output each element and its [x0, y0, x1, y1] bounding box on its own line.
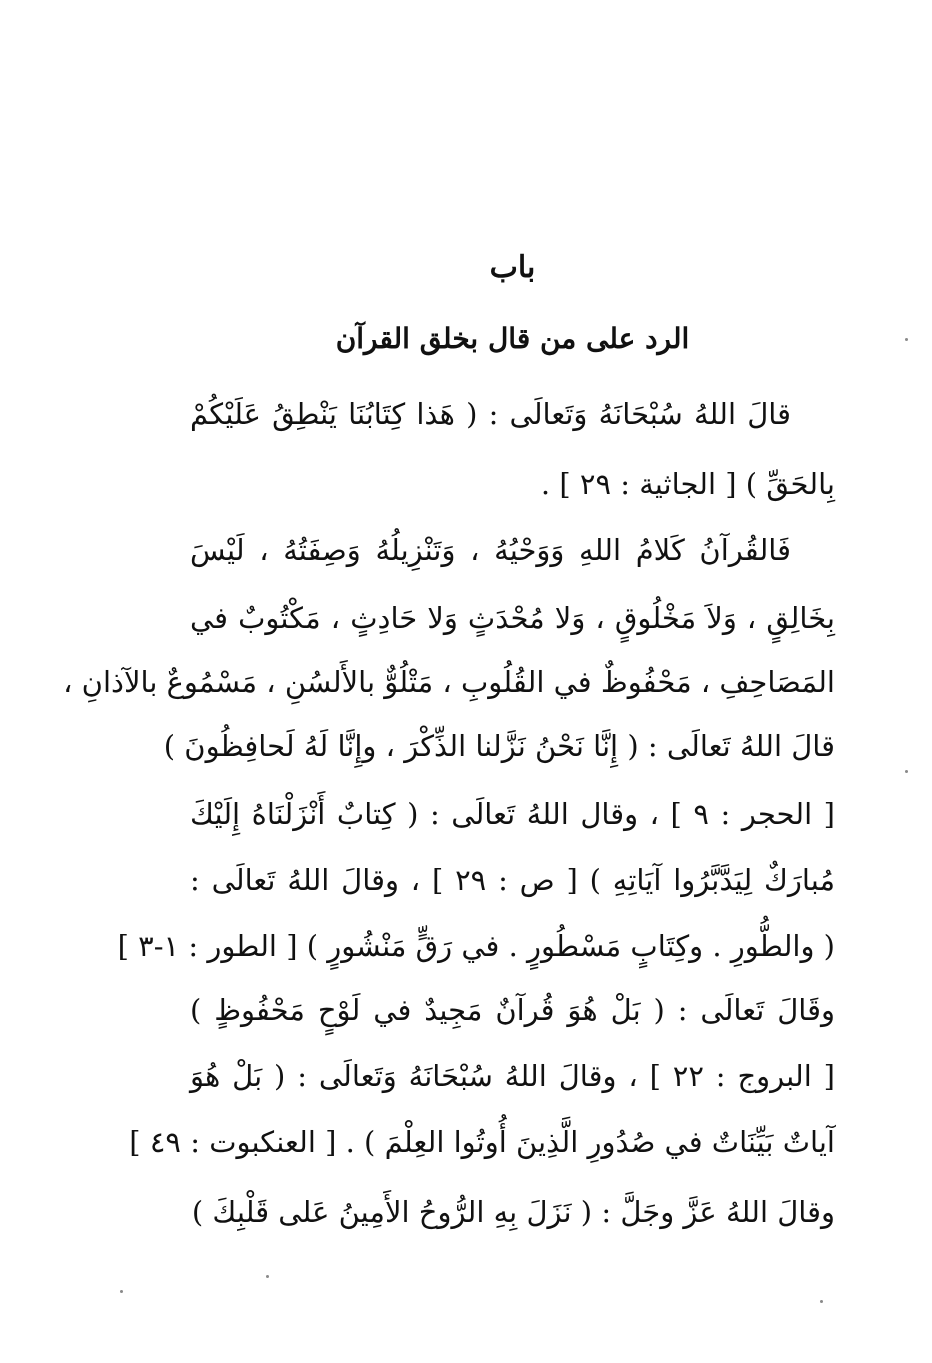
text-line-1: قالَ اللهُ سُبْحَانَهُ وَتَعالَى : ( هَذا كِتَابُنَا يَنْطِقُ عَلَيْكُمْ — [190, 397, 791, 431]
text-line-8: مُبارَكٌ لِيَدَّبَّرُوا آيَاتِهِ ) [ ص : ٢٩ ] ، وقالَ اللهُ تَعالَى : — [190, 863, 835, 897]
text-line-7: [ الحجر : ٩ ] ، وقال اللهُ تَعالَى : ( كِتابٌ أَنْزَلْنَاهُ إِلَيْكَ — [190, 797, 836, 831]
scan-speck — [120, 1290, 123, 1293]
text-line-4: بِخَالِقٍ ، وَلاَ مَخْلُوقٍ ، وَلا مُحْدَثٍ وَلا حَادِثٍ ، مَكْتُوبٌ في — [190, 601, 835, 635]
text-line-3: فَالقُرآنُ كَلامُ اللهِ وَوَحْيُهُ ، وَتَنْزِيلُهُ وَصِفَتُهُ ، لَيْسَ — [190, 533, 791, 567]
text-line-2: بِالحَقِّ ) [ الجاثية : ٢٩ ] . — [540, 467, 835, 501]
text-line-9: ( والطُّورِ . وكِتَابٍ مَسْطُورٍ . في رَقٍّ مَنْشُورٍ ) [ الطور : ١-٣ ] — [117, 929, 835, 963]
text-line-5: المَصَاحِفِ ، مَحْفُوظٌ في القُلُوبِ ، مَتْلُوٌّ بالأَلسُنِ ، مَسْمُوعٌ بالآذانِ ، — [63, 665, 835, 699]
scan-speck — [266, 1275, 269, 1278]
text-line-13: وقالَ اللهُ عَزَّ وجَلَّ : ( نَزَلَ بِهِ الرُّوحُ الأَمِينُ عَلى قَلْبِكَ ) — [191, 1195, 835, 1229]
text-line-11: [ البروج : ٢٢ ] ، وقالَ اللهُ سُبْحَانَهُ وَتَعالَى : ( بَلْ هُوَ — [190, 1059, 835, 1093]
section-title: الرد على من قال بخلق القرآن — [335, 322, 690, 355]
text-line-10: وقَالَ تَعالَى : ( بَلْ هُوَ قُرآنٌ مَجِيدٌ في لَوْحٍ مَحْفُوظٍ ) — [190, 993, 835, 1027]
chapter-heading: باب — [489, 250, 536, 285]
scan-speck — [820, 1300, 823, 1303]
text-line-6: قالَ اللهُ تَعالَى : ( إِنَّا نَحْنُ نَزَّلنا الذِّكْرَ ، وإِنَّا لَهُ لَحافِظُونَ ) — [163, 729, 835, 763]
text-line-12: آياتٌ بَيِّنَاتٌ في صُدُورِ الَّذِينَ أُوتُوا العِلْمَ ) . [ العنكبوت : ٤٩ ] — [129, 1125, 835, 1159]
scan-speck — [905, 770, 908, 773]
scan-speck — [905, 338, 908, 341]
